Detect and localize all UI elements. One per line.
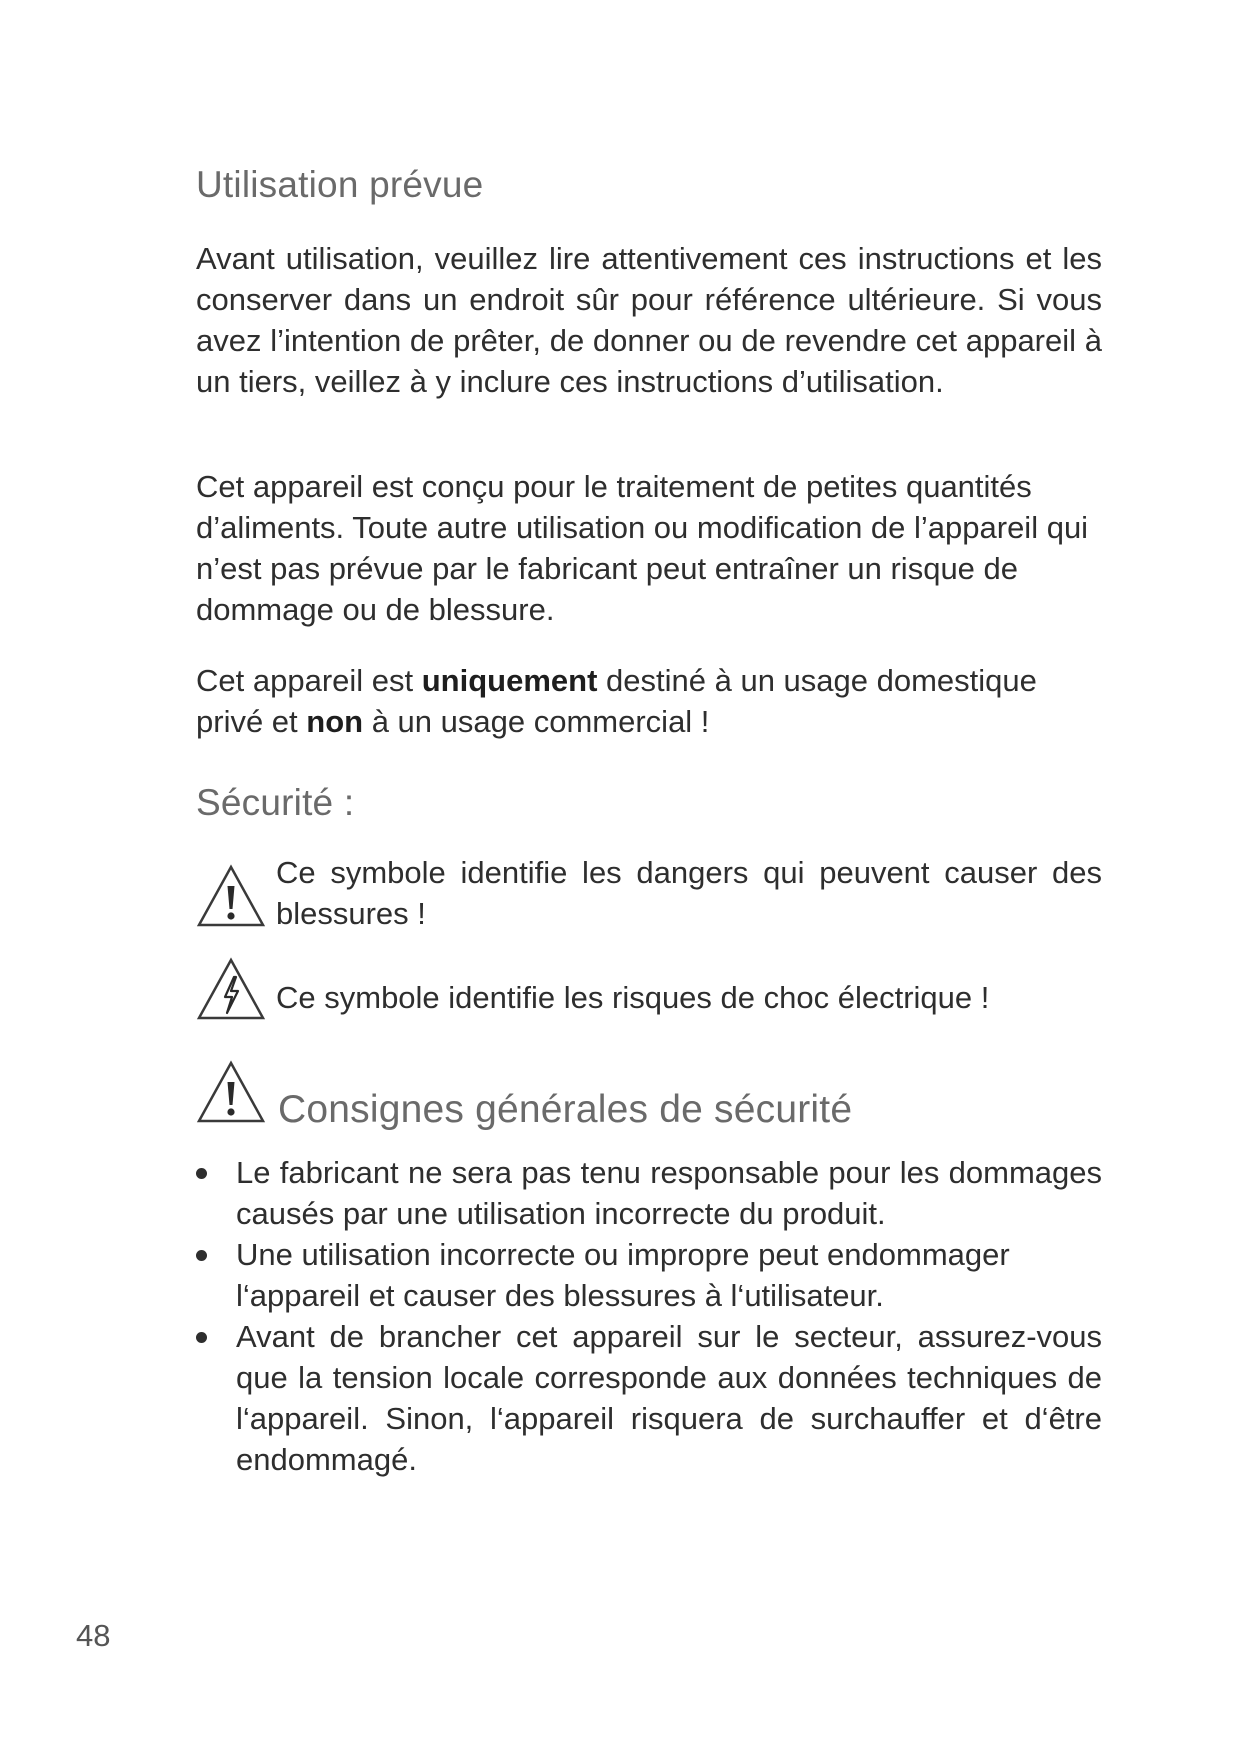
bullet-icon bbox=[196, 1332, 207, 1343]
domestic-use-text-3: à un usage commercial ! bbox=[363, 704, 710, 739]
bullet-icon bbox=[196, 1168, 207, 1179]
warning-exclamation-icon bbox=[196, 1060, 266, 1124]
electric-shock-icon bbox=[196, 957, 266, 1021]
domestic-use-bold-not: non bbox=[306, 704, 364, 739]
paragraph-intended-purpose: Cet appareil est conçu pour le traitement de petites quantités d’aliments. Toute autre utilisation ou modification de l’appareil qui n’est pas prévue par le fabricant peut entraîner un risque de dommage ou de blessure. bbox=[196, 469, 1089, 627]
list-item bbox=[196, 1316, 1102, 1480]
list-item bbox=[196, 1234, 1102, 1316]
heading-intended-use: Utilisation prévue bbox=[196, 164, 484, 205]
list-item bbox=[196, 1152, 1102, 1234]
paragraph-domestic-use bbox=[196, 660, 1102, 742]
bullet-icon bbox=[196, 1250, 207, 1261]
bullet-text: Le fabricant ne sera pas tenu responsable pour les dommages causés par une utilisation incorrecte du produit. bbox=[236, 1155, 1102, 1231]
symbol-danger-text: Ce symbole identifie les dangers qui peuvent causer des blessures ! bbox=[276, 855, 1102, 931]
domestic-use-text-1: Cet appareil est bbox=[196, 663, 422, 698]
domestic-use-text-2: destiné à un usage domestique privé et bbox=[196, 663, 1037, 739]
heading-safety: Sécurité : bbox=[196, 782, 355, 823]
domestic-use-bold-only: uniquement bbox=[421, 663, 598, 698]
safety-bullet-list bbox=[196, 1152, 1102, 1480]
page-number: 48 bbox=[76, 1618, 111, 1653]
general-safety-heading-row bbox=[196, 1060, 1102, 1140]
bullet-text: Avant de brancher cet appareil sur le secteur, assurez-vous que la tension locale corresponde aux données techniques de l‘appareil. Sinon, l‘appareil risquera de surchauffer et d‘être endommagé. bbox=[236, 1319, 1102, 1477]
warning-exclamation-icon bbox=[196, 864, 266, 928]
symbol-electric-text: Ce symbole identifie les risques de choc électrique ! bbox=[276, 980, 990, 1015]
bullet-text: Une utilisation incorrecte ou impropre peut endommager l‘appareil et causer des blessures à l‘utilisateur. bbox=[236, 1237, 1010, 1313]
paragraph-read-instructions: Avant utilisation, veuillez lire attentivement ces instructions et les conserver dans un endroit sûr pour référence ultérieure. Si vous avez l’intention de prêter, de donner ou de revendre cet appareil à un tiers, veillez à y inclure ces instructions d’utilisation. bbox=[196, 241, 1102, 399]
heading-general-safety: Consignes générales de sécurité bbox=[278, 1088, 853, 1131]
